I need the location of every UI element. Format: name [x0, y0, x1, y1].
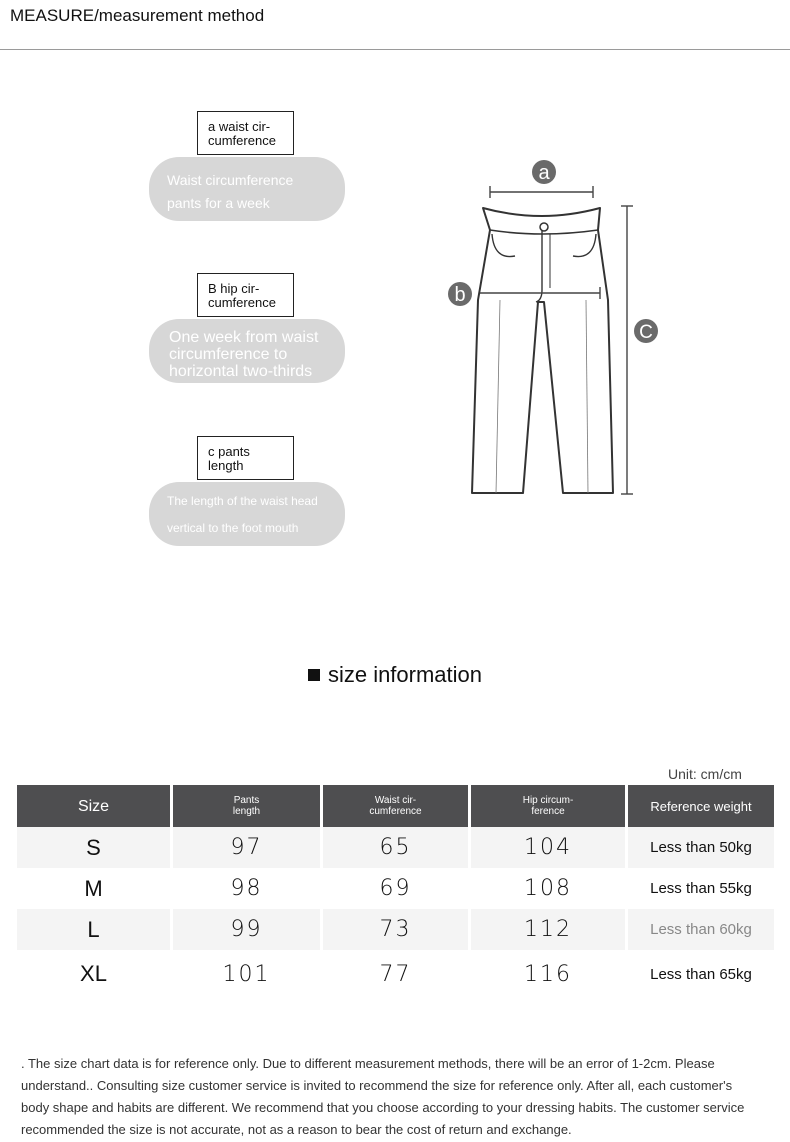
cell-waist: 65 [323, 827, 468, 868]
waist-label-box [197, 111, 294, 155]
cell-size: XL [80, 961, 107, 986]
cell-hip: 104 [471, 827, 625, 868]
hip-label-line-2: cumference [208, 295, 276, 310]
cell-reference-weight: Less than 55kg [650, 880, 752, 897]
table-row [17, 950, 774, 998]
size-disclaimer: . The size chart data is for reference only. Due to different measurement methods, there will be an error of 1-2cm. Please understand.. Consulting size customer service is invited to recommend the size for reference only. After all, each customer's body shape and habits are different. We recommend that you choose according to your dressing habits. The customer service recommended the size is not accurate, not as a reason to bear the cost of return and exchange. [21, 1056, 745, 1137]
unit-label: Unit: cm/cm [668, 766, 742, 782]
marker-c-text: C [639, 322, 653, 343]
cell-reference-weight: Less than 50kg [628, 827, 774, 868]
header-reference-weight: Reference weight [628, 785, 774, 827]
cell-size: M [84, 875, 103, 901]
cell-waist: 77 [379, 961, 412, 987]
waist-desc-line-2: pants for a week [167, 195, 270, 211]
size-table-header-row [17, 785, 774, 827]
cell-pants-length: 99 [173, 909, 320, 950]
header-hip-line-1: Hip circum- [522, 795, 574, 806]
waist-label-line-1: a waist cir- [208, 119, 271, 134]
pants-fly [536, 230, 542, 302]
pants-left-pocket [492, 234, 515, 257]
length-desc-line-2: vertical to the foot mouth [167, 521, 299, 535]
header-divider [0, 49, 790, 50]
header-pants-length-line-2: length [232, 806, 261, 817]
length-desc-line-1: The length of the waist head [167, 494, 318, 508]
cell-waist: 73 [323, 909, 468, 950]
size-information-title: size information [327, 662, 483, 687]
cell-pants-length: 98 [230, 876, 263, 901]
length-label-line-1: c pants [208, 444, 250, 459]
header-waist-line-2: cumference [369, 806, 422, 817]
cell-waist: 69 [379, 876, 412, 901]
cell-reference-weight: Less than 60kg [628, 909, 774, 950]
pants-button [540, 223, 548, 231]
header-waist-line-1: Waist cir- [374, 795, 417, 806]
header-hip [471, 785, 625, 827]
header-waist [323, 785, 468, 827]
hip-desc-line-1: One week from waist [169, 329, 319, 346]
pants-right-crease [586, 300, 588, 493]
cell-hip: 108 [524, 876, 572, 901]
length-label-box [197, 436, 294, 480]
hip-label-line-1: B hip cir- [208, 281, 260, 296]
hip-desc-line-3: horizontal two-thirds [169, 363, 313, 380]
cell-hip: 116 [524, 961, 572, 987]
waist-description [149, 157, 345, 221]
header-hip-line-2: ference [531, 806, 565, 817]
cell-hip: 112 [471, 909, 625, 950]
size-table [14, 785, 777, 998]
length-label-line-2: length [208, 458, 244, 473]
length-description [149, 482, 345, 546]
page-title: MEASURE/measurement method [10, 6, 265, 25]
header-size: Size [17, 785, 170, 827]
cell-reference-weight: Less than 65kg [650, 965, 752, 983]
pants-right-pocket [573, 234, 596, 257]
table-row [17, 868, 774, 909]
waist-desc-line-1: Waist circumference [167, 172, 294, 188]
hip-description [149, 319, 345, 383]
pants-left-crease [496, 300, 500, 493]
size-information-heading [0, 662, 790, 688]
table-row [17, 909, 774, 950]
table-row [17, 827, 774, 868]
cell-size: S [17, 827, 170, 868]
cell-size: L [17, 909, 170, 950]
square-bullet-icon [308, 669, 320, 681]
hip-desc-line-2: circumference to [169, 346, 288, 363]
marker-a-text: a [538, 162, 550, 184]
hip-label-box [197, 273, 294, 317]
waist-label-line-2: cumference [208, 133, 276, 148]
header-pants-length [173, 785, 320, 827]
cell-pants-length: 101 [222, 961, 271, 987]
pants-diagram [430, 150, 680, 510]
marker-b-text: b [454, 284, 466, 306]
header-pants-length-line-1: Pants [233, 795, 260, 806]
cell-pants-length: 97 [173, 827, 320, 868]
